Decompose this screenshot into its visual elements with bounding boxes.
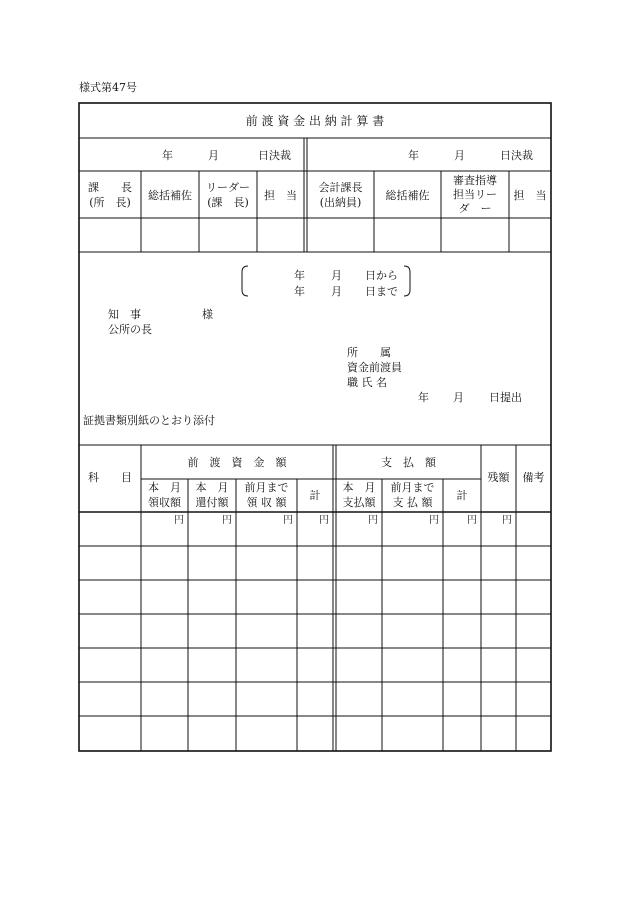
period-from-day: 日から xyxy=(365,269,398,282)
approver-audit-leader-2: 担当リー xyxy=(453,188,497,201)
submitted-month: 月 xyxy=(453,391,464,404)
header-adv-total: 計 xyxy=(309,489,321,502)
header-balance: 残額 xyxy=(487,471,510,484)
submitted-day: 日提出 xyxy=(489,391,522,404)
approver-general-assistant-right: 総括補佐 xyxy=(385,189,430,202)
header-adv-prior-1: 前月まで xyxy=(244,481,289,494)
approver-in-charge-right: 担 当 xyxy=(513,189,547,202)
decision-right-day: 日決裁 xyxy=(500,149,533,162)
unit-adv-refund: 円 xyxy=(222,515,232,526)
approver-audit-leader-3: ダ ー xyxy=(458,202,492,215)
period-from-year: 年 xyxy=(294,269,305,282)
sender-role: 資金前渡員 xyxy=(347,361,402,374)
sender-name: 職 氏 名 xyxy=(347,376,387,389)
form-title: 前 渡 資 金 出 納 計 算 書 xyxy=(245,114,385,128)
decision-right-year: 年 xyxy=(408,149,419,162)
header-pay-prior-2: 支 払 額 xyxy=(392,496,433,509)
approver-audit-leader-1: 審査指導 xyxy=(453,174,497,187)
sender-affiliation: 所 属 xyxy=(347,346,391,359)
approver-accounting-chief: 会計課長 xyxy=(318,181,363,194)
period-to-day: 日まで xyxy=(365,285,398,298)
addressee-sama: 様 xyxy=(202,308,213,321)
header-pay-total: 計 xyxy=(456,489,468,502)
decision-right-month: 月 xyxy=(454,149,465,162)
header-pay-prior-1: 前月まで xyxy=(390,481,435,494)
unit-balance: 円 xyxy=(502,515,512,526)
unit-pay-prior: 円 xyxy=(429,515,439,526)
header-adv-receipt-2: 領収額 xyxy=(148,496,181,509)
approver-section-chief-sub: (所 長) xyxy=(89,196,131,209)
form-number: 様式第47号 xyxy=(79,81,137,94)
header-adv-refund-2: 還付額 xyxy=(195,496,229,509)
unit-adv-prior: 円 xyxy=(283,515,293,526)
addressee-office-head: 公所の長 xyxy=(108,323,152,336)
submitted-year: 年 xyxy=(418,391,429,404)
period-to-month: 月 xyxy=(331,285,342,298)
approver-leader-sub: (課 長) xyxy=(207,196,249,209)
approver-leader: リーダー xyxy=(206,181,250,194)
addressee-governor: 知 事 xyxy=(108,308,141,321)
approver-accounting-chief-sub: (出納員) xyxy=(319,196,362,209)
approver-in-charge-left: 担 当 xyxy=(264,189,297,202)
attachment-note: 証拠書類別紙のとおり添付 xyxy=(83,414,215,427)
unit-pay-month: 円 xyxy=(368,515,378,526)
period-to-year: 年 xyxy=(294,285,305,298)
approver-section-chief: 課 長 xyxy=(88,181,132,194)
header-pay-month-2: 支払額 xyxy=(342,496,376,509)
header-payment-group: 支 払 額 xyxy=(381,456,436,469)
unit-pay-total: 円 xyxy=(467,515,477,526)
decision-left-month: 月 xyxy=(208,149,219,162)
decision-left-day: 日決裁 xyxy=(258,149,291,162)
header-remarks: 備考 xyxy=(522,471,545,484)
header-adv-receipt-1: 本 月 xyxy=(148,481,181,494)
unit-adv-total: 円 xyxy=(319,515,329,526)
approver-general-assistant: 総括補佐 xyxy=(148,189,192,202)
decision-left-year: 年 xyxy=(162,149,173,162)
header-pay-month-1: 本 月 xyxy=(342,481,376,494)
header-adv-refund-1: 本 月 xyxy=(195,481,229,494)
header-subject: 科 目 xyxy=(88,471,132,484)
unit-adv-receipt: 円 xyxy=(174,515,184,526)
header-adv-prior-2: 領 収 額 xyxy=(246,496,287,509)
period-from-month: 月 xyxy=(331,269,342,282)
header-advance-group: 前 渡 資 金 額 xyxy=(187,456,287,469)
